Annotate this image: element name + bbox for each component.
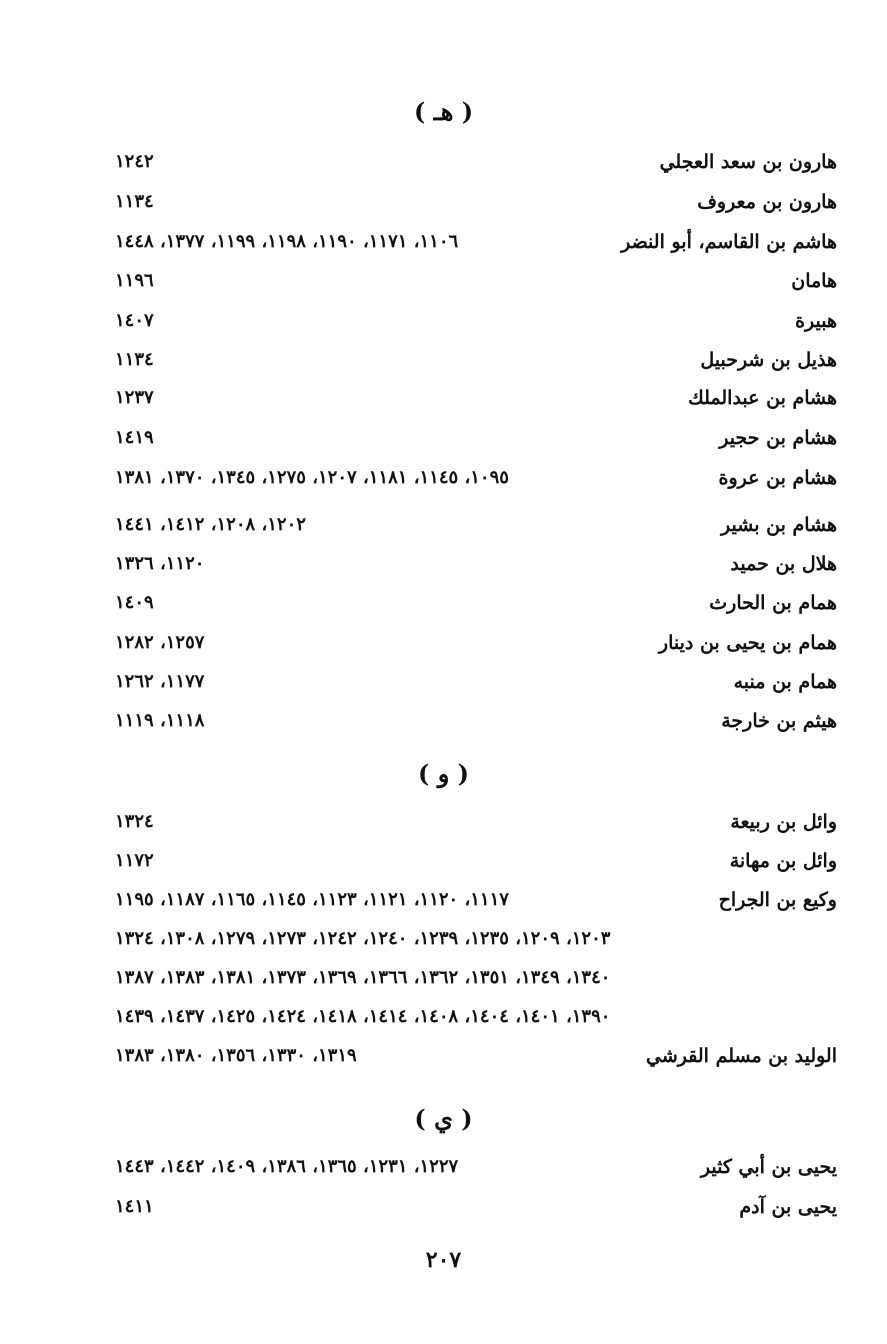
entry-refs: ١٢٣٧ <box>115 387 154 408</box>
entry-refs: ١٤٠٧ <box>115 310 154 331</box>
entry-refs: ١٤٠٩ <box>115 592 154 613</box>
index-entry <box>115 1190 837 1224</box>
index-entry <box>115 185 837 219</box>
entry-name: يحيى بن أبي كثير <box>700 1156 837 1178</box>
entry-name: هلال بن حميد <box>730 553 837 575</box>
entry-refs: ١١٠٦، ١١٧١، ١١٩٠، ١١٩٨، ١١٩٩، ١٣٧٧، ١٤٤٨ <box>115 231 459 252</box>
entry-refs: ١٣١٩، ١٣٣٠، ١٣٥٦، ١٣٨٠، ١٣٨٣ <box>115 1045 357 1066</box>
entry-name: هارون بن سعد العجلي <box>659 151 837 173</box>
index-entry <box>115 547 837 581</box>
index-entry <box>115 304 837 338</box>
entry-refs: ١٠٩٥، ١١٤٥، ١١٨١، ١٢٠٧، ١٢٧٥، ١٣٤٥، ١٣٧٠، ١٣٨١ <box>115 467 509 488</box>
entry-refs: ١١٢٠، ١٣٢٦ <box>115 553 205 574</box>
entry-name: وكيع بن الجراح <box>718 889 837 911</box>
entry-name: هارون بن معروف <box>697 191 837 213</box>
index-entry <box>115 343 837 377</box>
index-entry <box>115 421 837 455</box>
entry-refs: ١٢٢٧، ١٢٣١، ١٣٦٥، ١٣٨٦، ١٤٠٩، ١٤٤٢، ١٤٤٣ <box>115 1156 459 1177</box>
entry-name: هشام بن عبدالملك <box>688 387 837 409</box>
index-entry <box>115 844 837 878</box>
index-entry <box>115 805 837 839</box>
entry-name: همام بن منبه <box>733 671 837 693</box>
entry-refs: ١٤١١ <box>115 1196 154 1217</box>
entry-name: هشام بن بشير <box>721 514 837 536</box>
entry-name: هشام بن عروة <box>718 467 837 489</box>
index-entry <box>115 883 837 917</box>
entry-name: الوليد بن مسلم القرشي <box>646 1045 837 1067</box>
index-entry <box>115 508 837 542</box>
index-entry <box>115 1150 837 1184</box>
index-entry-continuation <box>115 1000 837 1034</box>
entry-refs: ١٣٤٠، ١٣٤٩، ١٣٥١، ١٣٦٢، ١٣٦٦، ١٣٦٩، ١٣٧٣، ١٣٨١، ١٣٨٣، ١٣٨٧ <box>115 967 611 988</box>
index-entry <box>115 1039 837 1073</box>
entry-name: هبيرة <box>795 310 837 332</box>
entry-name: هامان <box>791 270 837 292</box>
entry-name: وائل بن مهانة <box>729 850 837 872</box>
section-heading-ha: ( هـ ) <box>413 97 474 126</box>
entry-refs: ١٢٠٣، ١٢٠٩، ١٢٣٥، ١٢٣٩، ١٢٤٠، ١٢٤٢، ١٢٧٣، ١٢٧٩، ١٣٠٨، ١٣٢٤ <box>115 928 611 949</box>
index-entry <box>115 665 837 699</box>
index-entry <box>115 704 837 738</box>
index-entry <box>115 626 837 660</box>
entry-refs: ١٢٥٧، ١٢٨٢ <box>115 632 205 653</box>
entry-name: هاشم بن القاسم، أبو النضر <box>621 231 837 253</box>
entry-refs: ١١٧٢ <box>115 850 154 871</box>
index-entry <box>115 586 837 620</box>
index-entry <box>115 145 837 179</box>
index-entry <box>115 461 837 495</box>
entry-refs: ١١١٨، ١١١٩ <box>115 710 205 731</box>
index-entry-continuation <box>115 961 837 995</box>
entry-refs: ١٤١٩ <box>115 427 154 448</box>
entry-name: هيثم بن خارجة <box>721 710 837 732</box>
entry-refs: ١١٣٤ <box>115 349 154 370</box>
entry-refs: ١٣٢٤ <box>115 811 154 832</box>
index-entry-continuation <box>115 922 837 956</box>
entry-name: هذيل بن شرحبيل <box>700 349 837 371</box>
section-heading-ya: ( ي ) <box>414 1104 473 1133</box>
index-entry <box>115 264 837 298</box>
entry-name: همام بن الحارث <box>709 592 837 614</box>
entry-refs: ١٢٠٢، ١٢٠٨، ١٤١٢، ١٤٤١ <box>115 514 306 535</box>
index-entry <box>115 225 837 259</box>
entry-refs: ١١٧٧، ١٢٦٢ <box>115 671 205 692</box>
entry-refs: ١٣٩٠، ١٤٠١، ١٤٠٤، ١٤٠٨، ١٤١٤، ١٤١٨، ١٤٢٤، ١٤٢٥، ١٤٣٧، ١٤٣٩ <box>115 1006 611 1027</box>
page-number: ٢٠٧ <box>425 1247 462 1273</box>
entry-refs: ١١٣٤ <box>115 191 154 212</box>
entry-name: وائل بن ربيعة <box>730 811 837 833</box>
entry-refs: ١٢٤٢ <box>115 151 154 172</box>
entry-refs: ١١٩٦ <box>115 270 154 291</box>
index-entry <box>115 381 837 415</box>
section-heading-waw: ( و ) <box>417 759 470 788</box>
entry-name: هشام بن حجير <box>719 427 837 449</box>
entry-name: يحيى بن آدم <box>739 1196 837 1218</box>
entry-name: همام بن يحيى بن دينار <box>658 632 837 654</box>
entry-refs: ١١١٧، ١١٢٠، ١١٢١، ١١٢٣، ١١٤٥، ١١٦٥، ١١٨٧، ١١٩٥ <box>115 889 509 910</box>
